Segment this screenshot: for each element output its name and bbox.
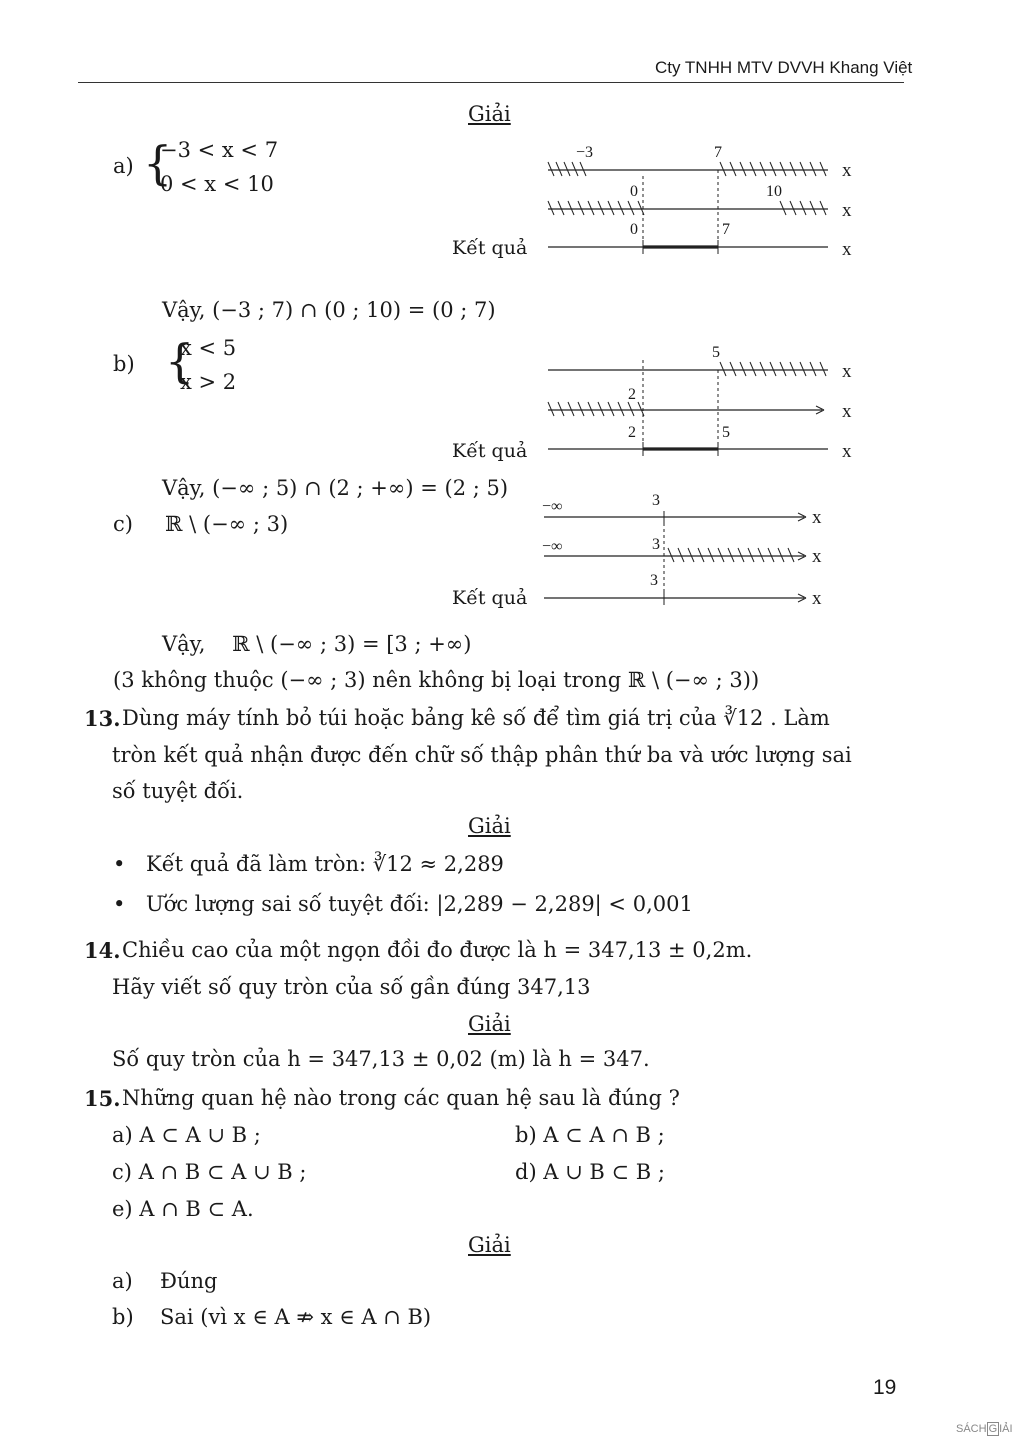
part-c-label: c): [113, 512, 133, 536]
problem-13-line: số tuyệt đối.: [112, 779, 244, 803]
part-b-label: b): [113, 352, 135, 376]
x-label: x: [842, 200, 852, 221]
conclusion-b: Vậy, (−∞ ; 5) ∩ (2 ; +∞) = (2 ; 5): [162, 476, 509, 500]
expression-c: ℝ \ (−∞ ; 3): [165, 512, 289, 536]
number-line-diagram-c: [540, 495, 830, 610]
solution-heading: Giải: [468, 814, 511, 838]
bullet-icon: •: [113, 852, 126, 876]
problem-number: 13.: [84, 706, 121, 731]
bullet-icon: •: [113, 892, 126, 916]
axis-label: −∞: [542, 498, 563, 515]
x-label: x: [812, 507, 822, 528]
axis-label: 7: [714, 144, 722, 161]
axis-label: 7: [722, 221, 730, 238]
number-line-diagram-b: [540, 340, 870, 465]
axis-label: 3: [652, 536, 660, 553]
x-label: x: [842, 160, 852, 181]
solution-heading: Giải: [468, 1233, 511, 1257]
x-label: x: [842, 239, 852, 260]
answer-b: Sai (vì x ∈ A ⇏ x ∈ A ∩ B): [160, 1305, 432, 1329]
x-label: x: [842, 441, 852, 462]
x-label: x: [842, 361, 852, 382]
option-a: a) A ⊂ A ∪ B ;: [112, 1123, 261, 1147]
x-label: x: [842, 401, 852, 422]
conclusion-a: Vậy, (−3 ; 7) ∩ (0 ; 10) = (0 ; 7): [162, 298, 496, 322]
bullet-text: Ước lượng sai số tuyệt đối: |2,289 − 2,289| < 0,001: [146, 892, 693, 916]
bullet-text: Kết quả đã làm tròn: ∛12 ≈ 2,289: [146, 852, 504, 876]
option-d: d) A ∪ B ⊂ B ;: [515, 1160, 665, 1184]
axis-label: 10: [766, 183, 782, 200]
answer-label: a): [112, 1269, 133, 1293]
publisher-header: Cty TNHH MTV DVVH Khang Việt: [655, 58, 913, 77]
inequality-a2: 0 < x < 10: [160, 172, 274, 196]
axis-label: 0: [630, 221, 638, 238]
problem-15-line: Những quan hệ nào trong các quan hệ sau là đúng ?: [122, 1086, 680, 1110]
answer-label: b): [112, 1305, 134, 1329]
axis-label: 2: [628, 386, 636, 403]
result-label: Kết quả: [452, 587, 528, 609]
watermark-logo: [956, 1423, 1013, 1435]
page-number: 19: [873, 1376, 897, 1399]
problem-number: 14.: [84, 938, 121, 963]
problem-14-answer: Số quy tròn của h = 347,13 ± 0,02 (m) là h = 347.: [112, 1047, 650, 1071]
inequality-b1: x < 5: [180, 336, 237, 360]
conclusion-c: Vậy, ℝ \ (−∞ ; 3) = [3 ; +∞): [162, 632, 472, 656]
inequality-a1: −3 < x < 7: [160, 138, 279, 162]
watermark-box: G: [988, 1423, 998, 1435]
problem-14-line: Chiều cao của một ngọn đồi đo được là h = 347,13 ± 0,2m.: [122, 938, 753, 962]
axis-label: −3: [576, 144, 594, 161]
axis-label: 3: [650, 572, 658, 589]
axis-label: 2: [628, 424, 636, 441]
watermark-text: IẢI: [999, 1423, 1013, 1435]
axis-label: 3: [652, 492, 660, 509]
header-rule: [78, 82, 904, 83]
watermark-text: SÁCH: [956, 1423, 987, 1435]
brace: {: [143, 136, 173, 190]
answer-a: Đúng: [160, 1269, 218, 1293]
axis-label: 5: [722, 424, 730, 441]
x-label: x: [812, 546, 822, 567]
brace: {: [165, 334, 195, 388]
solution-heading: Giải: [468, 1012, 511, 1036]
axis-label: 5: [712, 344, 720, 361]
x-label: x: [812, 588, 822, 609]
result-label: Kết quả: [452, 237, 528, 259]
problem-14-line: Hãy viết số quy tròn của số gần đúng 347,13: [112, 975, 591, 999]
option-b: b) A ⊂ A ∩ B ;: [515, 1123, 665, 1147]
result-label: Kết quả: [452, 440, 528, 462]
problem-13-line: tròn kết quả nhận được đến chữ số thập phân thứ ba và ước lượng sai: [112, 743, 852, 767]
option-e: e) A ∩ B ⊂ A.: [112, 1197, 254, 1221]
note-c: (3 không thuộc (−∞ ; 3) nên không bị loại trong ℝ \ (−∞ ; 3)): [113, 668, 760, 692]
solution-heading: Giải: [468, 102, 511, 126]
axis-label: 0: [630, 183, 638, 200]
problem-number: 15.: [84, 1086, 121, 1111]
axis-label: −∞: [542, 538, 563, 555]
problem-13-line: Dùng máy tính bỏ túi hoặc bảng kê số để tìm giá trị của ∛12 . Làm: [122, 706, 830, 730]
inequality-b2: x > 2: [180, 370, 237, 394]
part-a-label: a): [113, 154, 134, 178]
option-c: c) A ∩ B ⊂ A ∪ B ;: [112, 1160, 307, 1184]
